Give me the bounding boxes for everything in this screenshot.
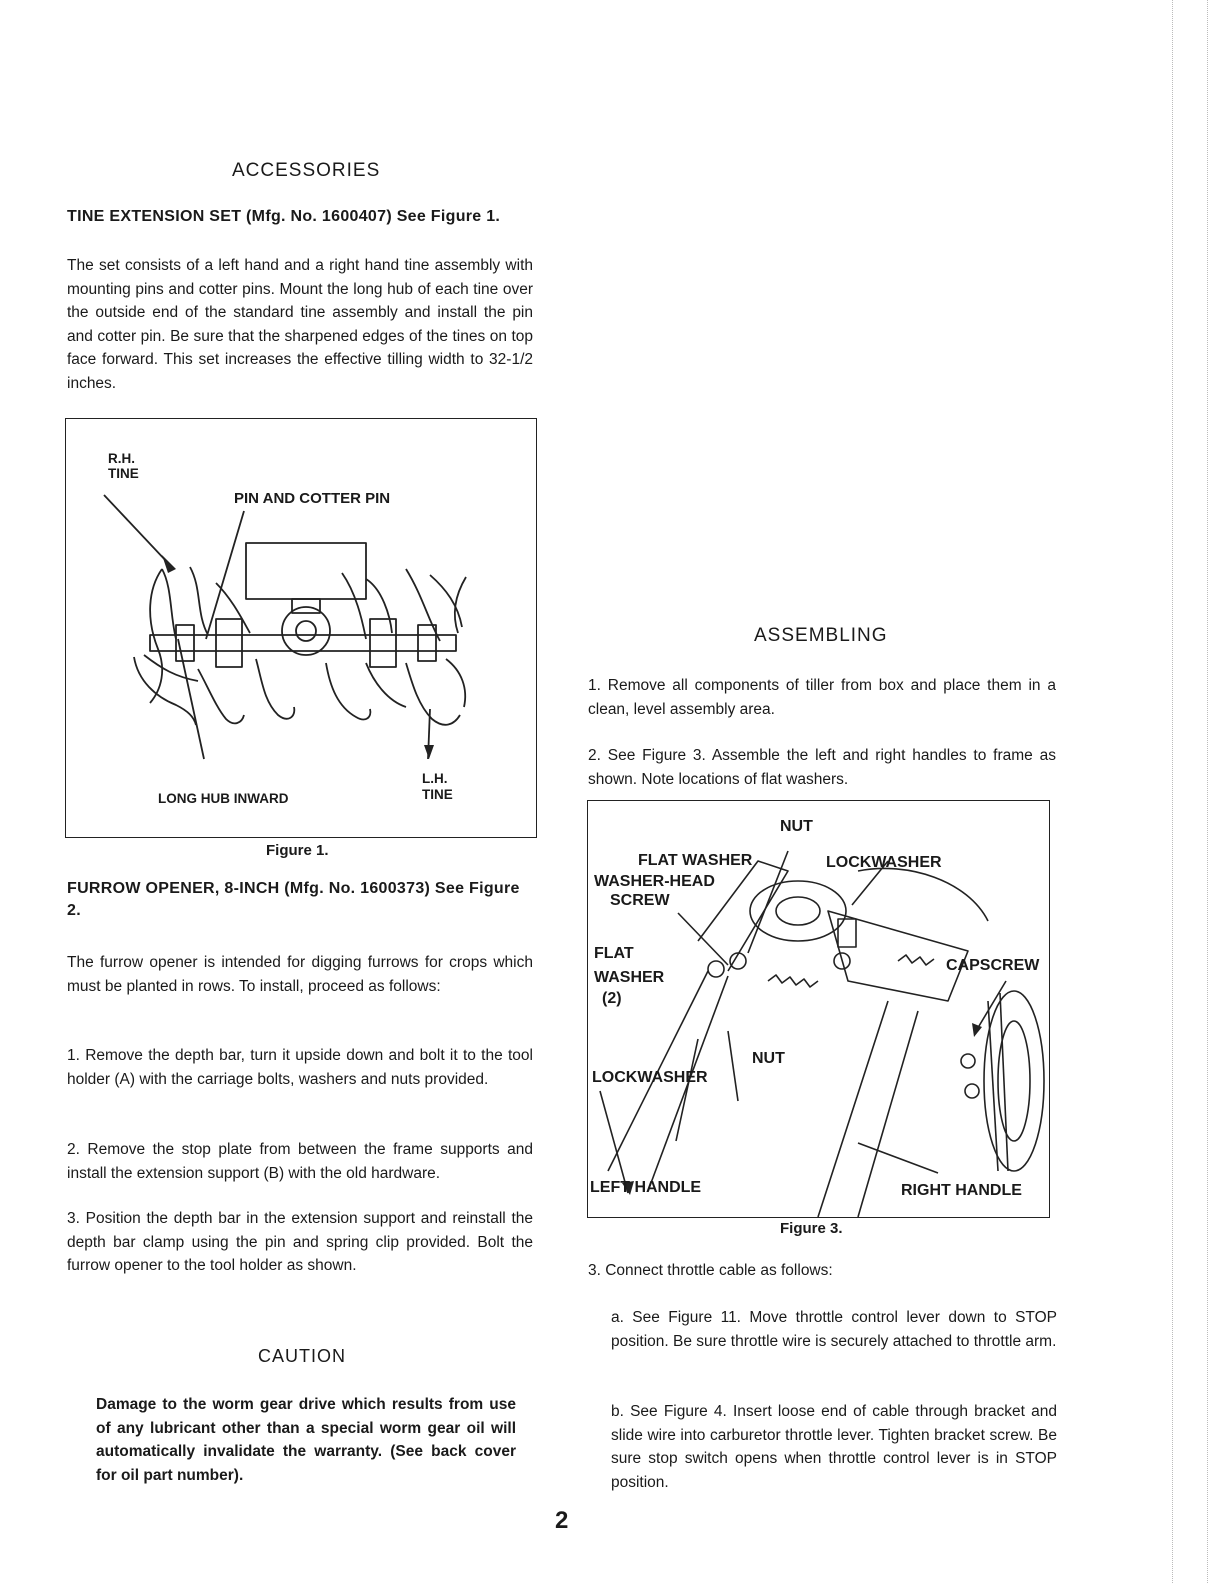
assembling-heading: ASSEMBLING <box>754 625 888 646</box>
nut-top-label: NUT <box>780 818 813 835</box>
lh-tine-label-line2: TINE <box>422 787 453 802</box>
caution-heading: CAUTION <box>258 1346 346 1366</box>
assembling-step-3: 3. Connect throttle cable as follows: <box>588 1262 833 1279</box>
caution-body: Damage to the worm gear drive which results from use of any lubricant other than a special worm gear oil will automatically invalidate the warranty. (See back cover for oil part number). <box>96 1396 516 1484</box>
furrow-step-2: 2. Remove the stop plate from between the frame supports and install the extension support (B) with the old hardware. <box>67 1141 533 1182</box>
assembling-step-3a: a. See Figure 11. Move throttle control lever down to STOP position. Be sure throttle wire is securely attached to throttle arm. <box>611 1309 1057 1350</box>
furrow-opener-intro: The furrow opener is intended for digging furrows for crops which must be planted in rows. To install, proceed as follows: <box>67 954 533 995</box>
figure-3 <box>587 800 1050 1218</box>
long-hub-label: LONG HUB INWARD <box>158 791 289 806</box>
page-number: 2 <box>555 1507 569 1534</box>
flat-washer-2-label-line2: WASHER <box>594 969 665 986</box>
washer-head-label-line2: SCREW <box>610 892 670 909</box>
washer-head-label-line1: WASHER-HEAD <box>594 873 715 890</box>
furrow-opener-title-line1: FURROW OPENER, 8-INCH (Mfg. No. 1600373) See Figure <box>67 880 520 897</box>
capscrew-label: CAPSCREW <box>946 957 1040 974</box>
scan-edge-line <box>1172 0 1173 1583</box>
tine-assembly-illustration <box>66 419 536 837</box>
flat-washer-label: FLAT WASHER <box>638 852 753 869</box>
furrow-opener-title-line2: 2. <box>67 902 81 919</box>
rh-tine-label-line2: TINE <box>108 466 139 481</box>
scan-edge-line <box>1207 0 1208 1583</box>
furrow-step-3: 3. Position the depth bar in the extension support and reinstall the depth bar clamp using the pin and spring clip provided. Bolt the furrow opener to the tool holder as shown. <box>67 1210 533 1274</box>
rh-tine-label-line1: R.H. <box>108 451 135 466</box>
flat-washer-2-label-line1: FLAT <box>594 945 634 962</box>
assembling-step-1: 1. Remove all components of tiller from box and place them in a clean, level assembly area. <box>588 677 1056 718</box>
furrow-step-1: 1. Remove the depth bar, turn it upside down and bolt it to the tool holder (A) with the carriage bolts, washers and nuts provided. <box>67 1047 533 1088</box>
figure-1 <box>65 418 537 838</box>
lockwasher-top-label: LOCKWASHER <box>826 854 942 871</box>
tine-extension-body: The set consists of a left hand and a right hand tine assembly with mounting pins and cotter pins. Mount the long hub of each tine over the outside end of the standard tine assembly and install the pin and cotter pin. Be sure that the sharpened edges of the tines on top face forward. This set increases the effective tilling width to 32-1/2 inches. <box>67 257 533 392</box>
assembling-step-3b: b. See Figure 4. Insert loose end of cable through bracket and slide wire into carburetor throttle lever. Tighten bracket screw. Be sure stop switch opens when throttle control lever is in STOP position. <box>611 1403 1057 1491</box>
figure-1-caption: Figure 1. <box>266 842 329 859</box>
figure-3-caption: Figure 3. <box>780 1220 843 1237</box>
lh-tine-label-line1: L.H. <box>422 771 448 786</box>
assembling-step-2: 2. See Figure 3. Assemble the left and right handles to frame as shown. Note locations of flat washers. <box>588 747 1056 788</box>
right-handle-label: RIGHT HANDLE <box>901 1182 1022 1199</box>
tine-extension-title: TINE EXTENSION SET (Mfg. No. 1600407) See Figure 1. <box>67 208 501 225</box>
left-handle-label: LEFT HANDLE <box>590 1179 702 1196</box>
flat-washer-2-label-line3: (2) <box>602 990 622 1007</box>
nut-mid-label: NUT <box>752 1050 785 1067</box>
pin-cotter-label: PIN AND COTTER PIN <box>234 490 391 507</box>
lockwasher-left-label: LOCKWASHER <box>592 1069 708 1086</box>
accessories-heading: ACCESSORIES <box>232 160 381 181</box>
